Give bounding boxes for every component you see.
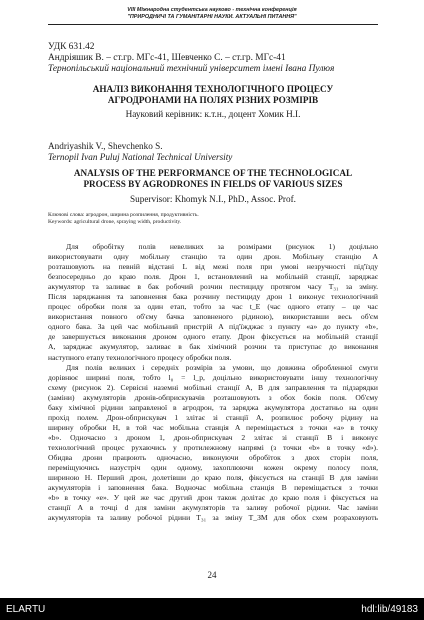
authors-en-names: Andriyashik V., Shevchenko S. [48,141,163,151]
footer-bar [0,598,424,620]
title-en [48,168,378,190]
body-text [48,242,378,523]
udc-code: УДК 631.42 [48,42,95,52]
authors-ua [48,53,378,74]
footer-handle: hdl:lib/49183 [361,604,418,615]
body-line: шириною H. Перший дрон, долетівши до краю поля, фіксується на станції B для заміни [48,473,378,483]
supervisor-ua: Науковий керівник: к.т.н., доцент Хомик Н.І. [125,109,301,119]
body-line: ширину обробки H, в той час мобільна станція A переміщається з точки «a» в точку [48,422,378,432]
keywords-en: Keywords: agricultural drone, spraying width, productivity. [48,219,182,225]
body-line: використання повного об'єму бачка заповненого рідиною), використавши весь об'єм [48,312,378,322]
authors-ua-affiliation: Тернопільський національний технічний університет імені Івана Пулюя [48,63,335,74]
body-line: акумулятор та заливає в бак робочий розчин пестициду протягом часу T₃₁ за зміну. [48,282,378,292]
body-line: де завершується виконання дроном одного етапу. Дрон фіксується на мобільній станції [48,332,378,342]
body-line: (заміни) акумуляторів дронів-обприскувачів розташовують з обох боків поля. Об'єму [48,392,378,402]
keywords-ua: Ключові слова: агродрон, ширина розпилення, продуктивність. [48,212,199,218]
supervisor-en: Supervisor: Khomyk N.I., PhD., Assoc. Prof. [130,194,296,204]
title-ua [48,84,378,106]
body-line: «b» в точку «e». У цей же час другий дрон також долітає до краю поля і фіксується на [48,493,378,503]
title-ua-line1: АНАЛІЗ ВИКОНАННЯ ТЕХНОЛОГІЧНОГО ПРОЦЕСУ [92,84,334,94]
body-line: Для обробітку полів невеликих за розмірами (рисунок 1) доцільно [66,242,378,251]
body-line: переміщуючись назустріч один одному, захоплюючи кожен окрему полосу поля, [48,463,378,473]
keywords [48,212,378,226]
footer-repository-name: ELARTU [6,604,46,615]
body-line: схему (рисунок 2). Сервісні наземні мобільні станції A, B для заправлення та підзарядки [48,382,378,392]
title-en-line1: ANALYSIS OF THE PERFORMANCE OF THE TECHNOLOGICAL [73,168,353,178]
body-line: Обидва дрони працюють одночасно, виконуючи обробіток з двох сторін поля, [48,452,378,462]
body-line: «b». Одночасно з дроном 1, дрон-обприскувач 2 злітає зі станції B і виконує [48,432,378,442]
authors-ua-names: Андріяшик В. – ст.гр. МГс-41, Шевченко С. – ст.гр. МГс-41 [48,53,286,63]
body-line: використовувати одну мобільну станцію та один дрон. Мобільну станцію A [48,252,378,262]
authors-en [48,141,378,162]
body-line: наступного етапу технологічного процесу обробки поля. [48,352,232,362]
body-line: станції A в точці d для заміни акумуляторів та заливу робочої рідини. Час заміни [48,503,378,513]
body-line: Після заряджання та заповнення бака розчину пестициду дрон 1 виконує технологічний [48,292,378,302]
body-line: технологічний процес рухаючись у протилежному напрямі (з точки «b» в точку «d»). [48,442,378,452]
page-number: 24 [207,570,217,580]
title-ua-line2: АГРОДРОНАМИ НА ПОЛЯХ РІЗНИХ РОЗМІРІВ [107,95,319,105]
conference-header-line1: VIII Міжнародна студентська науково - технічна конференція [127,7,297,13]
body-line: процес обробки поля за один етап, тобто за час t_E (час одного етапу – це час [48,302,378,312]
body-line: розташовують на певній відстані L від межі поля при умові незручності під'їзду [48,262,378,272]
conference-header-line2: "ПРИРОДНИЧІ ТА ГУМАНІТАРНІ НАУКИ. АКТУАЛЬНІ ПИТАННЯ" [127,13,297,20]
conference-header [100,7,324,20]
title-en-line2: PROCESS BY AGRODRONES IN FIELDS OF VARIOUS SIZES [83,179,343,189]
header-divider [48,24,378,25]
body-line: одного бака. За цей час мобільний пристрій A під'їжджає з пункту «a» до пункту «b», [48,322,378,332]
body-line: баку хімічної рідини заправленої в агродрон, та заряджа акумулятора достатньо на один [48,402,378,412]
body-line: акумуляторів і заповнення бака. Водночас мобільна станція B переміщається з точки [48,483,378,493]
body-line: A, заряджає акумулятор, заливає в бак хімічний розчин та приступає до виконання [48,342,378,352]
body-line: акумуляторів та заливу робочої рідини T₃₁ за зміну T_ЗМ для обох схем розраховують [48,513,378,523]
body-line: безпосередньо до краю поля. Дрон 1, встановлений на мобільній станції, заряджає [48,272,378,282]
body-line: дорівнює ширині поля, тобто l₀ = l_p, доцільно використовувати іншу технологічну [48,372,378,382]
authors-en-affiliation: Ternopil Ivan Puluj National Technical University [48,151,233,162]
body-line: Для полів великих і середніх розмірів за умови, що довжина обробленної смуги [66,362,378,372]
body-line: прохід полем. Дрон-обприскувач 1 злітає зі станції A, розпилює робочу рідину на [48,412,378,422]
